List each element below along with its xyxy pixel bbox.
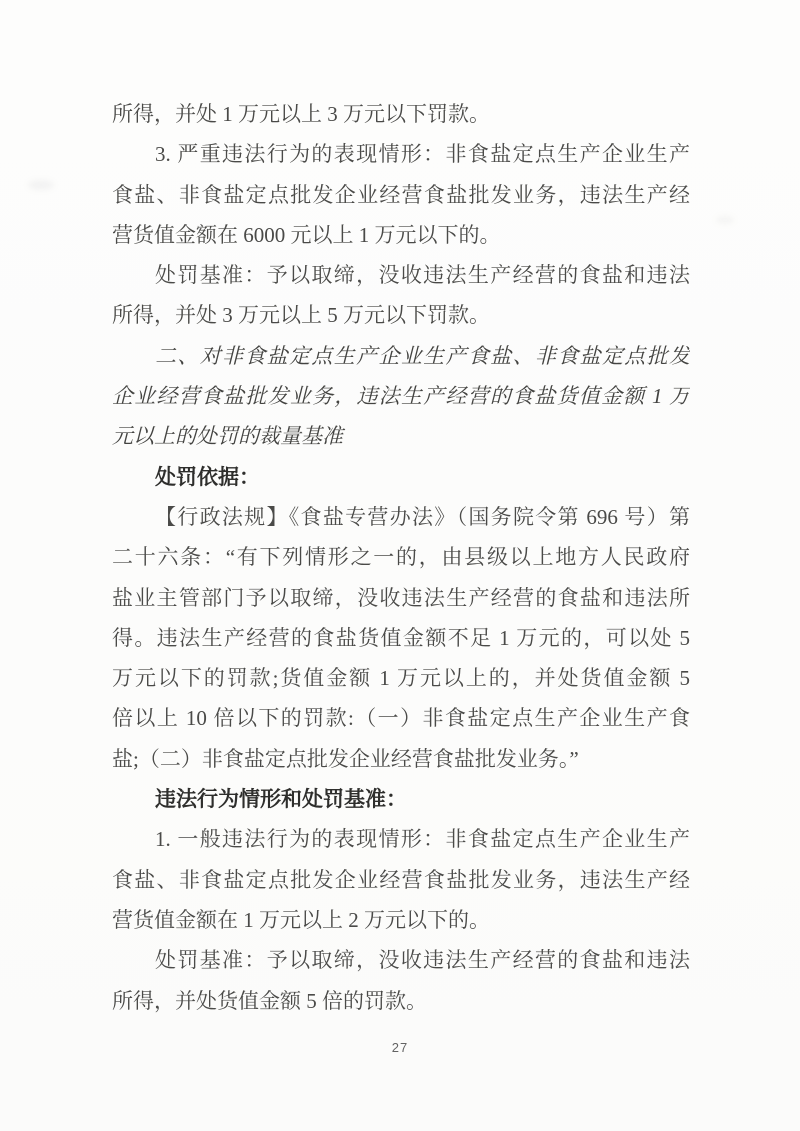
doc-line: 处罚基准：予以取缔，没收违法生产经营的食盐和违法: [155, 263, 690, 288]
doc-line: 倍以上 10 倍以下的罚款:（一）非食盐定点生产企业生产食: [112, 706, 690, 731]
doc-line: 3. 严重违法行为的表现情形：非食盐定点生产企业生产: [155, 142, 690, 167]
doc-line: 【行政法规】《食盐专营办法》（国务院令第 696 号）第: [155, 504, 690, 529]
doc-line: 二十六条：“有下列情形之一的，由县级以上地方人民政府: [112, 545, 690, 570]
scan-smudge-right: [716, 216, 734, 224]
section-heading-scenarios: 违法行为情形和处罚基准：: [155, 787, 407, 812]
doc-line: 盐业主管部门予以取缔，没收违法生产经营的食盐和违法所: [112, 585, 690, 610]
doc-line: 处罚基准：予以取缔，没收违法生产经营的食盐和违法: [155, 948, 690, 973]
scan-smudge-left: [28, 180, 54, 190]
section-2-title-line: 企业经营食盐批发业务，违法生产经营的食盐货值金额 1 万: [112, 384, 690, 409]
doc-line: 所得，并处货值金额 5 倍的罚款。: [112, 988, 427, 1013]
doc-line: 万元以下的罚款;货值金额 1 万元以上的，并处货值金额 5: [112, 666, 690, 691]
section-2-title-line: 二、对非食盐定点生产企业生产食盐、非食盐定点批发: [155, 343, 690, 368]
section-2-title-line: 元以上的处罚的裁量基准: [112, 424, 343, 449]
doc-line: 所得，并处 3 万元以上 5 万元以下罚款。: [112, 303, 490, 328]
doc-line: 营货值金额在 1 万元以上 2 万元以下的。: [112, 907, 490, 932]
document-body: [112, 94, 690, 1021]
doc-line: 营货值金额在 6000 元以上 1 万元以下的。: [112, 222, 501, 247]
section-heading-basis: 处罚依据：: [155, 464, 260, 489]
page-number: 27: [391, 1040, 409, 1055]
doc-line: 食盐、非食盐定点批发企业经营食盐批发业务，违法生产经: [112, 867, 690, 892]
doc-line: 所得，并处 1 万元以上 3 万元以下罚款。: [112, 102, 490, 126]
doc-line: 盐;（二）非食盐定点批发企业经营食盐批发业务。”: [112, 746, 579, 771]
doc-line: 食盐、非食盐定点批发企业经营食盐批发业务，违法生产经: [112, 182, 690, 207]
doc-line: 1. 一般违法行为的表现情形：非食盐定点生产企业生产: [155, 827, 690, 852]
doc-line: 得。违法生产经营的食盐货值金额不足 1 万元的，可以处 5: [112, 625, 690, 650]
